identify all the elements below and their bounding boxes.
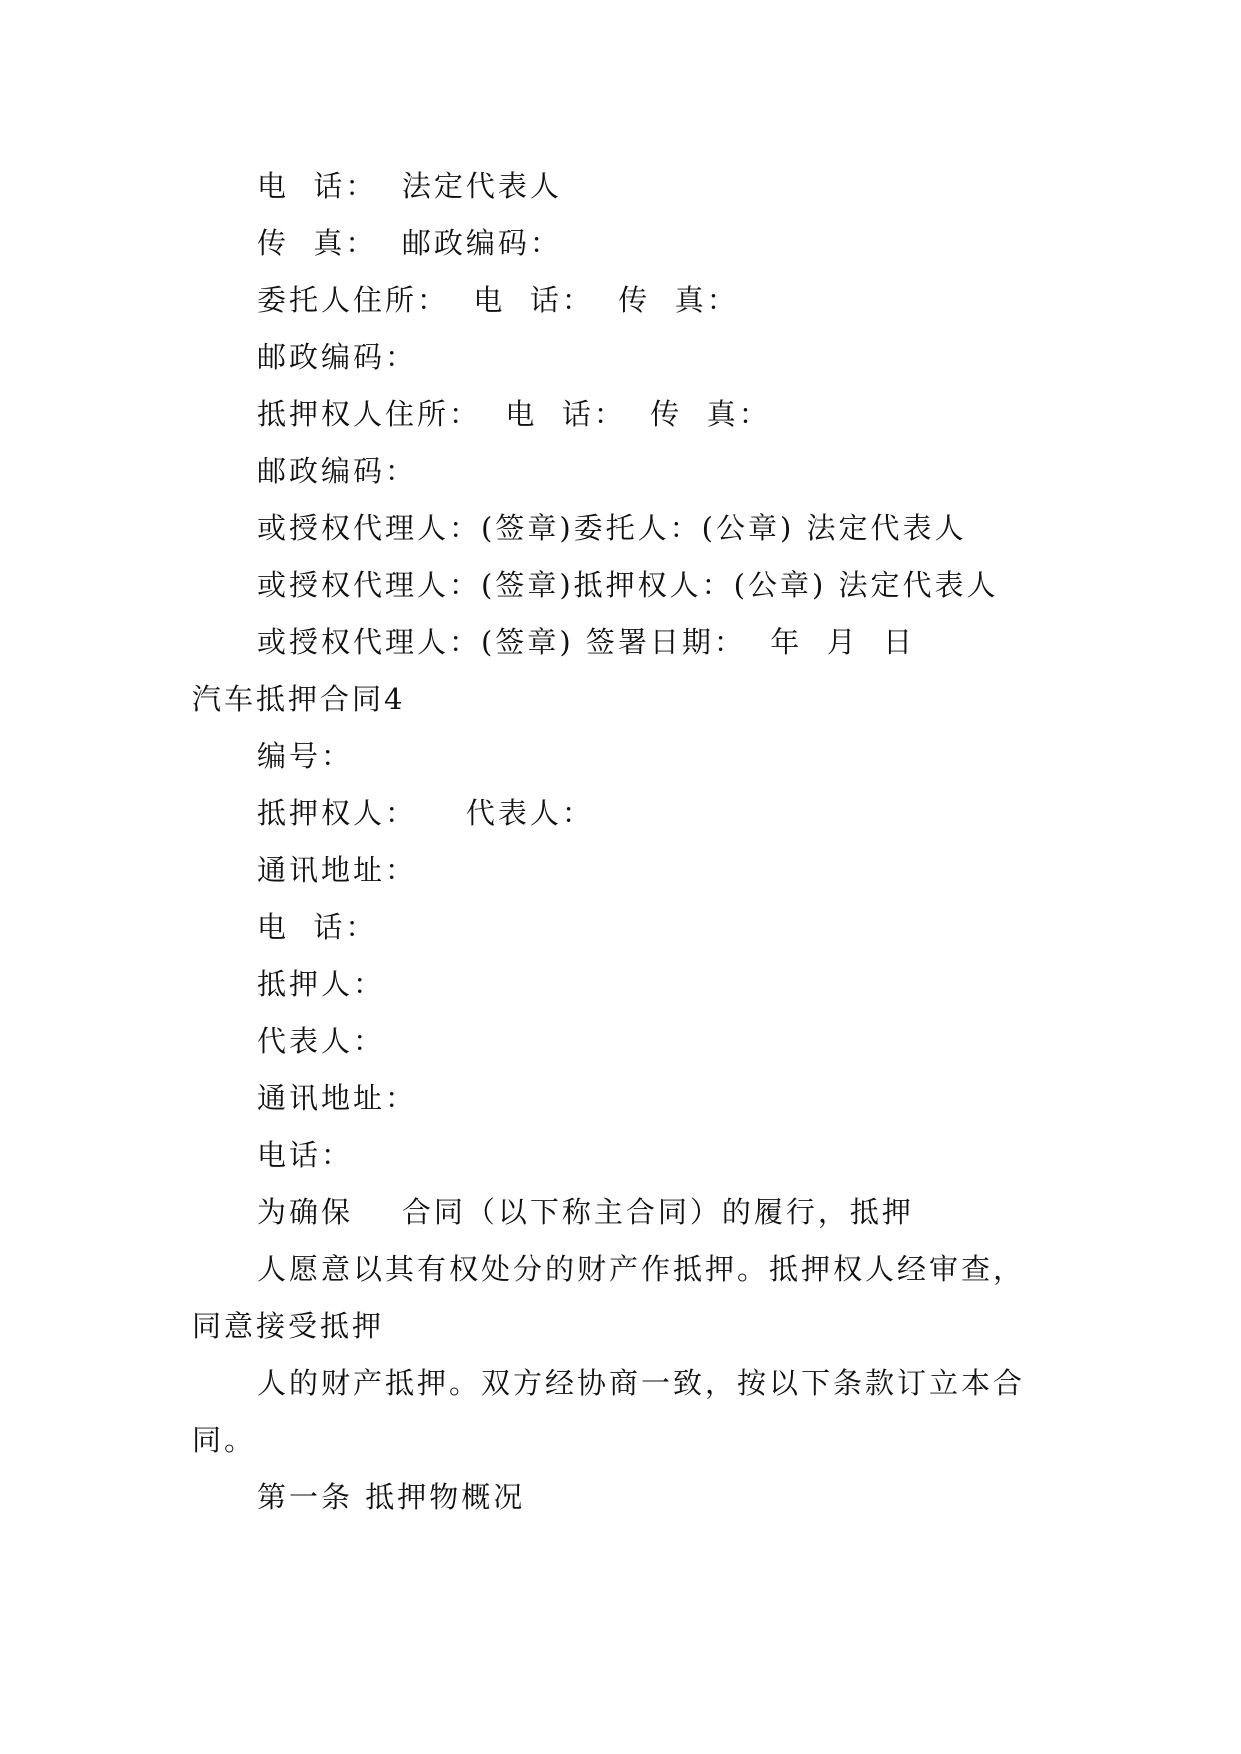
- text-line-signature-mortgagee: 或授权代理人：(签章)抵押权人：(公章) 法定代表人: [257, 568, 999, 602]
- text-line-mortgagor-phone: 电话：: [257, 1138, 354, 1172]
- text-line-mortgagee-contact-address: 通讯地址：: [257, 853, 418, 887]
- text-line-signature-client: 或授权代理人：(签章)委托人：(公章) 法定代表人: [257, 511, 967, 545]
- text-line-mortgagee-phone: 电 话：: [257, 910, 378, 944]
- paragraph-line-3: 同意接受抵押: [192, 1309, 385, 1343]
- text-line-mortgagee-postcode: 邮政编码：: [257, 454, 418, 488]
- text-line-fax-postcode: 传 真： 邮政编码：: [257, 226, 562, 260]
- paragraph-line-5: 同。: [192, 1423, 257, 1457]
- text-line-mortgagor-address: 通讯地址：: [257, 1081, 418, 1115]
- text-line-mortgagor: 抵押人：: [257, 967, 386, 1001]
- text-line-client-address: 委托人住所： 电 话： 传 真：: [257, 283, 739, 317]
- section-heading: 汽车抵押合同4: [192, 682, 406, 716]
- paragraph-line-2: 人愿意以其有权处分的财产作抵押。抵押权人经审查，: [257, 1252, 1026, 1286]
- text-line-signing-date: 或授权代理人：(签章) 签署日期： 年 月 日: [257, 625, 916, 659]
- text-line-number: 编号：: [257, 739, 354, 773]
- paragraph-line-4: 人的财产抵押。双方经协商一致，按以下条款订立本合: [257, 1366, 1026, 1400]
- text-line-mortgagee-address: 抵押权人住所： 电 话： 传 真：: [257, 397, 771, 431]
- text-line-mortgagor-rep: 代表人：: [257, 1024, 386, 1058]
- text-line-mortgagee-rep: 抵押权人： 代表人：: [257, 796, 594, 830]
- text-line-phone-legal-rep: 电 话： 法定代表人: [257, 169, 562, 203]
- article-one-heading: 第一条 抵押物概况: [257, 1480, 526, 1514]
- paragraph-line-1: 为确保 合同（以下称主合同）的履行，抵押: [257, 1195, 914, 1229]
- text-line-client-postcode: 邮政编码：: [257, 340, 418, 374]
